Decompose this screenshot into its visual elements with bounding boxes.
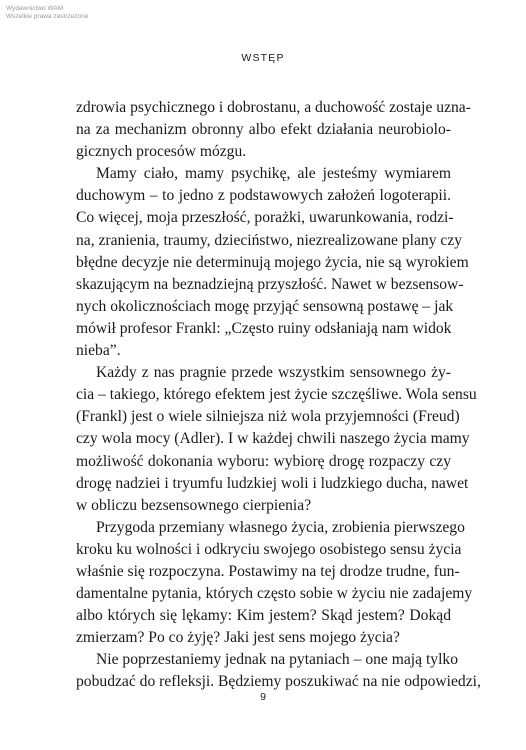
text-line: na za mechanizm obronny albo efekt działania neurobiolo- (76, 121, 451, 139)
paragraph (76, 517, 473, 650)
text-line: nych okolicznościach mogę przyjąć sensowną postawę – jak (76, 297, 454, 315)
text-line: Przygoda przemiany własnego życia, zrobienia pierwszego (96, 518, 465, 536)
running-head: WSTĘP (241, 52, 285, 64)
text-line: możliwość dokonania wyboru: wybiorę drogę rozpaczy czy (76, 452, 451, 470)
text-line: Każdy z nas pragnie przede wszystkim sensownego ży- (96, 364, 451, 382)
text-line: Nie poprzestaniemy jednak na pytaniach – one mają tylko (96, 651, 458, 669)
paragraph (76, 97, 471, 163)
text-line: na, zranienia, traumy, dzieciństwo, niezrealizowane plany czy (76, 231, 463, 249)
watermark (6, 5, 88, 21)
text-line: damentalne pytania, których często sobie w życiu nie zadajemy (76, 585, 473, 603)
text-line: albo których się lękamy: Kim jestem? Skąd jestem? Dokąd (76, 607, 451, 625)
text-line: skazującym na beznadziejną przyszłość. Nawet w bezsensow- (76, 275, 464, 293)
text-line: zmierzam? Po co żyję? Jaki jest sens mojego życia? (76, 629, 400, 647)
text-line: w obliczu bezsensownego cierpienia? (76, 496, 312, 514)
watermark-rights: Wszelkie prawa zastrzeżone (6, 13, 89, 20)
text-line: duchowym – to jedno z podstawowych założeń logoterapii. (76, 187, 451, 205)
paragraph (76, 362, 477, 517)
text-line: kroku ku wolności i odkryciu swojego osobistego sensu życia (76, 540, 462, 558)
paragraph (76, 163, 469, 362)
text-line: mówił profesor Frankl: „Często ruiny odsłaniają nam widok (76, 319, 452, 337)
text-line: nieba”. (76, 342, 121, 360)
text-line: (Frankl) jest o wiele silniejsza niż wola przyjemności (Freud) (76, 408, 460, 426)
paragraph (76, 649, 481, 693)
text-line: Mamy ciało, mamy psychikę, ale jesteśmy wymiarem (96, 165, 451, 183)
watermark-publisher: Wydawnictwo WAM (6, 5, 64, 12)
text-line: właśnie się rozpoczyna. Postawimy na tej drodze trudne, fun- (76, 562, 460, 580)
text-line: drogę nadziei i tryumfu ludzkiej woli i ludzkiego ducha, nawet (76, 474, 469, 492)
text-line: cia – takiego, którego efektem jest życie szczęśliwe. Wola sensu (76, 386, 477, 404)
text-line: zdrowia psychicznego i dobrostanu, a duchowość zostaje uzna- (76, 99, 471, 116)
text-line: błędne decyzje nie determinują mojego życia, nie są wyrokiem (76, 253, 469, 271)
text-line: Co więcej, moja przeszłość, porażki, uwarunkowania, rodzi- (76, 209, 454, 227)
page-number: 9 (260, 691, 266, 703)
text-line: pobudzać do refleksji. Będziemy poszukiwać na nie odpowiedzi, (76, 673, 481, 691)
text-line: gicznych procesów mózgu. (76, 143, 247, 161)
text-line: czy wola mocy (Adler). I w każdej chwili naszego życia mamy (76, 430, 470, 448)
body-text (76, 97, 481, 694)
